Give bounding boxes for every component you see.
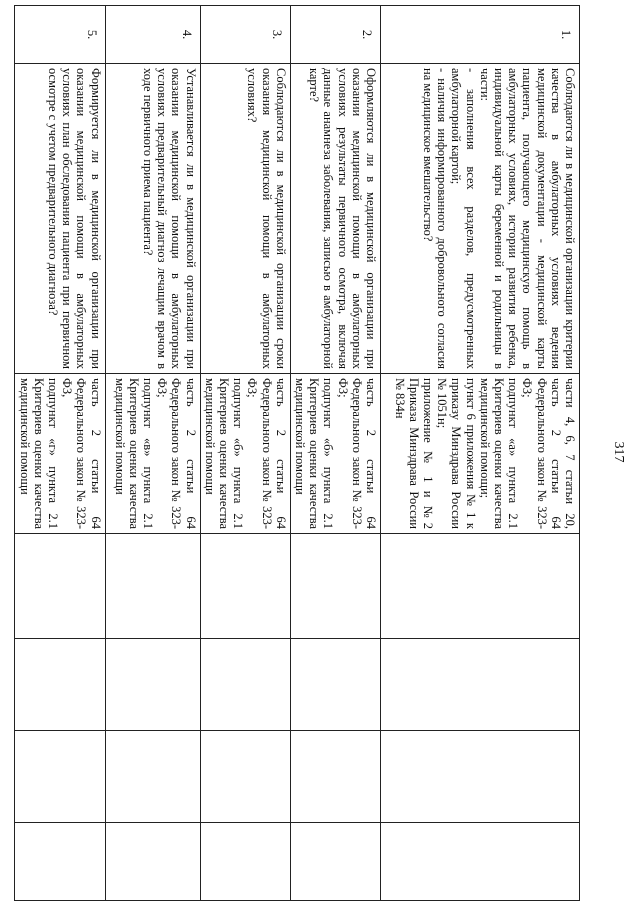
answer-cell[interactable]	[381, 639, 580, 731]
answer-cell[interactable]	[200, 823, 290, 901]
row-number: 5.	[15, 6, 105, 64]
question-cell	[290, 64, 380, 374]
question-cell	[381, 64, 580, 374]
question-cell	[105, 64, 200, 374]
answer-cell[interactable]	[200, 731, 290, 823]
checklist-table-wrapper	[17, 5, 580, 900]
answer-cell[interactable]	[381, 731, 580, 823]
legal-reference-text: подпункт «а» пункта 2.1 Критериев оценки качества медицинской помощи;	[477, 378, 521, 529]
row-number: 1.	[381, 6, 580, 64]
answer-cell[interactable]	[200, 639, 290, 731]
question-text: Оформляются ли в медицинской организации при оказании медицинской помощи в амбулаторных условиях результаты первичного осмотра, включая данные анамнеза заболевания, записью в амбулаторной карте?	[307, 68, 378, 369]
answer-cell[interactable]	[105, 731, 200, 823]
legal-reference-cell	[290, 374, 380, 534]
page-number: 317	[611, 441, 626, 463]
legal-reference-text: часть 2 статьи 64 Федерального закон № 323-ФЗ;	[155, 378, 198, 529]
checklist-table	[14, 5, 580, 901]
row-number: 4.	[105, 6, 200, 64]
legal-reference-text: подпункт «б» пункта 2.1 Критериев оценки качества медицинской помощи	[292, 378, 336, 529]
answer-cell[interactable]	[290, 731, 380, 823]
answer-cell[interactable]	[290, 823, 380, 901]
row-number: 2.	[290, 6, 380, 64]
legal-reference-text: подпункт «б» пункта 2.1 Критериев оценки качества медицинской помощи	[202, 378, 246, 529]
table-row	[290, 6, 380, 901]
question-text: - заполнения всех разделов, предусмотренных амбулаторной картой;	[449, 68, 478, 369]
legal-reference-cell	[105, 374, 200, 534]
answer-cell[interactable]	[290, 534, 380, 639]
answer-cell[interactable]	[15, 639, 105, 731]
question-text: Устанавливается ли в медицинской организации при оказании медицинской помощи в амбулаторных условиях предварительный диагноз лечащим врачом в ходе первичного приема пациента?	[140, 68, 198, 369]
checklist-table-rotated	[17, 5, 580, 900]
question-text: - наличия информированного добровольного согласия на медицинское вмешательство?	[420, 68, 450, 369]
row-number: 3.	[200, 6, 290, 64]
legal-reference-text: подпункт «в» пункта 2.1 Критериев оценки качества медицинской помощи	[112, 378, 155, 529]
legal-reference-text: части 4, 6, 7 статьи 20, часть 2 статьи 64 Федерального закон № 323-ФЗ;	[520, 378, 577, 529]
answer-cell[interactable]	[381, 534, 580, 639]
legal-reference-text: часть 2 статьи 64 Федерального закон № 323-ФЗ;	[245, 378, 288, 529]
table-row	[200, 6, 290, 901]
question-cell	[15, 64, 105, 374]
legal-reference-text: пункт 6 приложения № 1 к приказу Минздрава России № 1051н;	[435, 378, 478, 529]
legal-reference-cell	[381, 374, 580, 534]
legal-reference-text: приложение № 1 и №2 Приказа Минздрава России № 834н	[392, 378, 435, 529]
answer-cell[interactable]	[200, 534, 290, 639]
answer-cell[interactable]	[15, 731, 105, 823]
legal-reference-text: часть 2 статьи 64 Федерального закон № 323-ФЗ,	[60, 378, 103, 529]
answer-cell[interactable]	[381, 823, 580, 901]
legal-reference-cell	[15, 374, 105, 534]
legal-reference-text: подпункт «г» пункта 2.1 Критериев оценки качества медицинской помощи	[17, 378, 60, 529]
answer-cell[interactable]	[290, 639, 380, 731]
table-row	[105, 6, 200, 901]
answer-cell[interactable]	[105, 639, 200, 731]
answer-cell[interactable]	[15, 534, 105, 639]
table-row	[15, 6, 105, 901]
question-text: Соблюдаются ли в медицинской организации сроки оказания медицинской помощи в амбулаторных условиях?	[245, 68, 288, 369]
question-text: Соблюдаются ли в медицинской организации критерии качества в амбулаторных условиях ведения медицинской документации - медицинской карты пациента, получающего медицинскую помощь в амбулаторных условиях, истории развития ребенка, индивидуальной карты беременной и родильницы в части:	[477, 68, 577, 369]
question-cell	[200, 64, 290, 374]
question-text: Формируется ли в медицинской организации при оказании медицинской помощи в амбулаторных условиях план обследования пациента при первичном осмотре с учетом предварительного диагноза?	[45, 68, 103, 369]
answer-cell[interactable]	[105, 534, 200, 639]
answer-cell[interactable]	[105, 823, 200, 901]
legal-reference-text: часть 2 статьи 64 Федерального закон № 323-ФЗ;	[335, 378, 378, 529]
table-row	[381, 6, 580, 901]
legal-reference-cell	[200, 374, 290, 534]
answer-cell[interactable]	[15, 823, 105, 901]
